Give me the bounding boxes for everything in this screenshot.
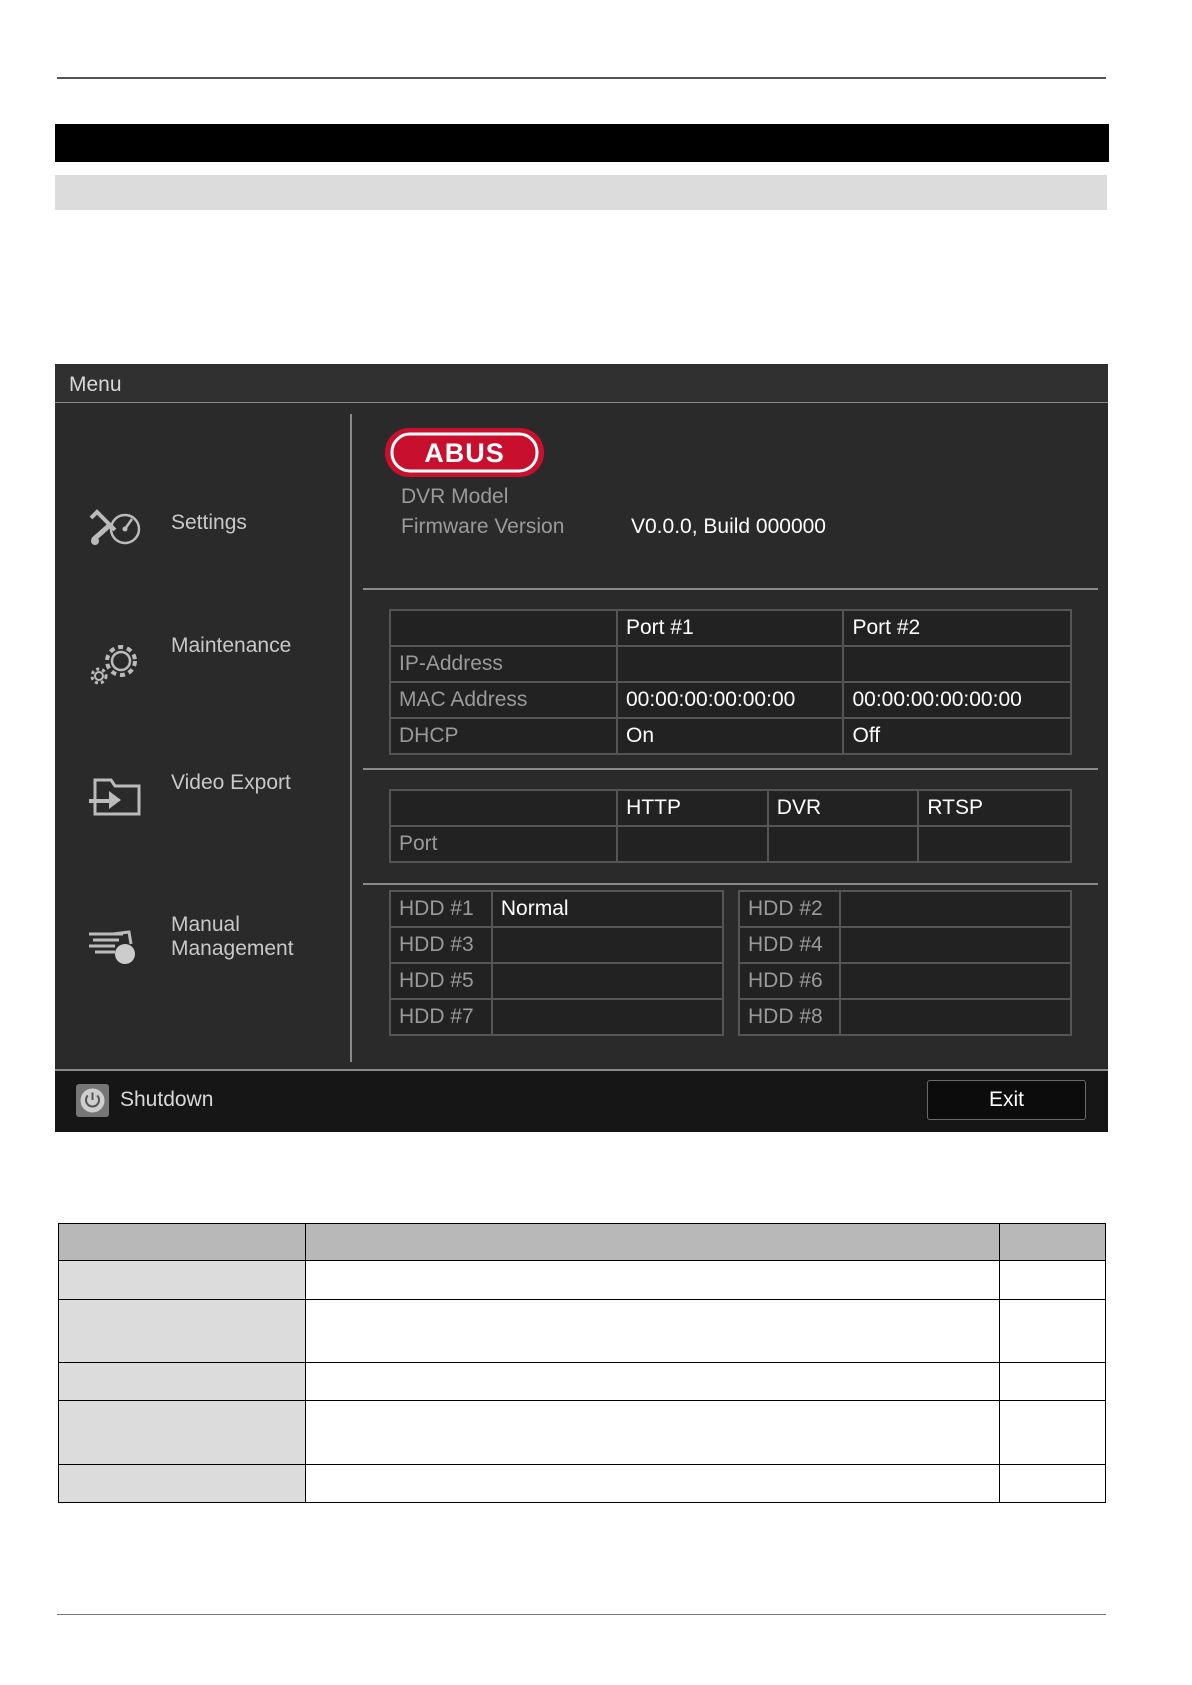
divider	[363, 883, 1098, 885]
description-table	[58, 1223, 1106, 1503]
table-row	[390, 999, 723, 1035]
rtsp-port-value	[918, 826, 1071, 862]
sidebar-item-settings[interactable]	[85, 504, 335, 584]
table-cell	[1000, 1261, 1106, 1300]
header-cell	[390, 790, 617, 826]
hdd-label: HDD #6	[739, 963, 840, 999]
table-cell	[306, 1363, 1000, 1401]
table-row	[59, 1401, 1106, 1465]
dhcp-port2: Off	[843, 718, 1071, 754]
menu-title: Menu	[69, 373, 122, 396]
table-cell	[1000, 1465, 1106, 1503]
table-row	[59, 1300, 1106, 1363]
table-cell	[306, 1300, 1000, 1363]
table-row	[390, 963, 723, 999]
table-row	[739, 999, 1071, 1035]
abus-logo	[383, 426, 546, 479]
mac-address-port2: 00:00:00:00:00:00	[843, 682, 1071, 718]
exit-button[interactable]: Exit	[927, 1080, 1086, 1120]
sidebar-divider	[350, 414, 352, 1062]
sidebar-item-maintenance[interactable]	[85, 634, 335, 719]
shutdown-label[interactable]: Shutdown	[120, 1088, 214, 1111]
header-cell	[59, 1224, 306, 1261]
table-row	[739, 963, 1071, 999]
svg-text:ABUS: ABUS	[424, 438, 505, 468]
table-row	[390, 682, 1071, 718]
hdd-status	[840, 963, 1071, 999]
dvr-model-label: DVR Model	[401, 485, 509, 508]
row-label: Port	[390, 826, 617, 862]
header-cell: RTSP	[918, 790, 1071, 826]
ports-table	[389, 789, 1072, 863]
header-cell	[390, 610, 617, 646]
firmware-label: Firmware Version	[401, 515, 565, 538]
table-row	[390, 610, 1071, 646]
table-cell	[59, 1465, 306, 1503]
manual-record-icon	[85, 924, 145, 974]
table-cell	[1000, 1363, 1106, 1401]
shutdown-button[interactable]	[76, 1084, 109, 1117]
table-cell	[306, 1261, 1000, 1300]
hdd-table-left	[389, 890, 724, 1036]
hdd-status	[492, 927, 723, 963]
hdd-status	[492, 999, 723, 1035]
hdd-status	[840, 927, 1071, 963]
table-cell	[306, 1401, 1000, 1465]
hdd-label: HDD #5	[390, 963, 492, 999]
table-header-row	[59, 1224, 1106, 1261]
mac-address-port1: 00:00:00:00:00:00	[617, 682, 844, 718]
header-cell: HTTP	[617, 790, 768, 826]
hdd-label: HDD #8	[739, 999, 840, 1035]
hdd-label: HDD #3	[390, 927, 492, 963]
hdd-label: HDD #4	[739, 927, 840, 963]
row-label: IP-Address	[390, 646, 617, 682]
table-row	[390, 826, 1071, 862]
network-table	[389, 609, 1072, 755]
divider	[363, 768, 1098, 770]
table-row	[59, 1261, 1106, 1300]
table-cell	[59, 1261, 306, 1300]
row-label: DHCP	[390, 718, 617, 754]
hdd-status: Normal	[492, 891, 723, 927]
sidebar-item-video-export[interactable]	[85, 771, 335, 854]
table-row	[59, 1465, 1106, 1503]
hdd-label: HDD #1	[390, 891, 492, 927]
table-row	[390, 927, 723, 963]
export-icon	[85, 774, 145, 824]
header-rule	[57, 77, 1106, 79]
dvr-model-row	[401, 485, 508, 509]
sidebar-item-label: Video Export	[171, 771, 291, 794]
hdd-table-right	[738, 890, 1072, 1036]
sidebar-item-label: Settings	[171, 511, 247, 534]
sidebar-item-manual-management[interactable]	[85, 913, 335, 1004]
dvr-port-value	[768, 826, 919, 862]
hdd-label: HDD #2	[739, 891, 840, 927]
hdd-status	[492, 963, 723, 999]
sidebar-item-label-line1: Manual	[171, 913, 240, 936]
dvr-menu-screen	[55, 364, 1108, 1132]
sidebar-item-label-line2: Management	[171, 937, 294, 960]
header-cell: DVR	[768, 790, 919, 826]
settings-icon	[85, 504, 145, 554]
hdd-status	[840, 891, 1071, 927]
header-cell	[1000, 1224, 1106, 1261]
subsection-heading-bar	[55, 175, 1107, 210]
power-icon	[76, 1084, 109, 1117]
header-cell	[306, 1224, 1000, 1261]
ip-address-port1	[617, 646, 844, 682]
table-row	[390, 891, 723, 927]
table-cell	[306, 1465, 1000, 1503]
firmware-row	[401, 515, 826, 539]
dhcp-port1: On	[617, 718, 844, 754]
table-cell	[59, 1363, 306, 1401]
table-cell	[1000, 1300, 1106, 1363]
hdd-label: HDD #7	[390, 999, 492, 1035]
footer-rule	[57, 1614, 1106, 1615]
table-row	[390, 646, 1071, 682]
header-cell: Port #2	[843, 610, 1071, 646]
hdd-status	[840, 999, 1071, 1035]
firmware-value: V0.0.0, Build 000000	[631, 515, 826, 538]
table-row	[739, 891, 1071, 927]
header-cell: Port #1	[617, 610, 844, 646]
gears-icon	[85, 639, 145, 689]
table-cell	[1000, 1401, 1106, 1465]
table-cell	[59, 1401, 306, 1465]
row-label: MAC Address	[390, 682, 617, 718]
sidebar-item-label: Maintenance	[171, 634, 292, 657]
table-cell	[59, 1300, 306, 1363]
table-row	[739, 927, 1071, 963]
table-row	[59, 1363, 1106, 1401]
ip-address-port2	[843, 646, 1071, 682]
table-row	[390, 790, 1071, 826]
section-heading-bar	[55, 124, 1109, 162]
title-bar	[55, 364, 1108, 403]
http-port-value	[617, 826, 768, 862]
footer-bar	[55, 1071, 1108, 1132]
table-row	[390, 718, 1071, 754]
divider	[363, 588, 1098, 590]
